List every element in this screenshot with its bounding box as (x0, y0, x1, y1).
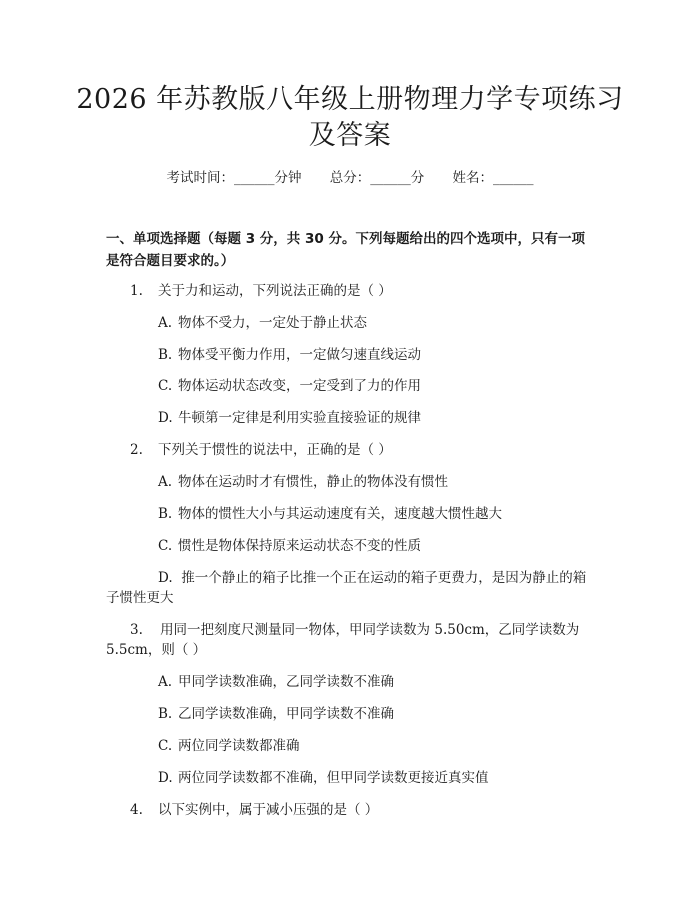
option-text: 物体不受力，一定处于静止状态 (178, 315, 367, 331)
question-3-option-c (158, 736, 300, 756)
document-title-continued: 及答案 (308, 120, 392, 151)
document-title: 2026 年苏教版八年级上册物理力学专项练习 (76, 84, 624, 115)
option-letter: B. (158, 706, 173, 722)
question-number: 1. (130, 283, 143, 299)
option-text: 物体运动状态改变，一定受到了力的作用 (178, 378, 421, 394)
question-2-option-d (106, 568, 590, 608)
option-letter: C. (158, 378, 173, 394)
question-2-option-c (158, 536, 421, 556)
question-3-option-b (158, 704, 394, 724)
question-text: 下列关于惯性的说法中，正确的是（ ） (158, 442, 392, 458)
question-1 (130, 281, 392, 301)
question-text: 关于力和运动，下列说法正确的是（ ） (158, 283, 392, 299)
option-letter: B. (158, 347, 173, 363)
question-2-option-b (158, 504, 502, 524)
question-number: 3. (130, 622, 143, 638)
question-2 (130, 440, 392, 460)
question-1-option-b (158, 345, 421, 365)
option-text: 物体在运动时才有惯性，静止的物体没有惯性 (178, 474, 448, 490)
student-name-label: 姓名：______ (452, 170, 534, 186)
exam-time-label: 考试时间：______分钟 (166, 170, 302, 186)
question-1-option-c (158, 376, 421, 396)
total-score-label: 总分：______分 (329, 170, 425, 186)
question-1-option-d (158, 408, 421, 428)
option-letter: D. (158, 570, 173, 586)
option-text: 乙同学读数准确，甲同学读数不准确 (178, 706, 394, 722)
option-letter: B. (158, 506, 173, 522)
option-letter: C. (158, 538, 173, 554)
question-number: 2. (130, 442, 143, 458)
exam-info (0, 168, 700, 188)
option-text: 物体的惯性大小与其运动速度有关，速度越大惯性越大 (178, 506, 502, 522)
option-letter: A. (158, 474, 173, 490)
question-number: 4. (130, 802, 143, 818)
option-letter: A. (158, 674, 173, 690)
option-text: 惯性是物体保持原来运动状态不变的性质 (178, 538, 421, 554)
question-text: 以下实例中，属于减小压强的是（ ） (158, 802, 379, 818)
option-letter: D. (158, 770, 173, 786)
question-3 (106, 620, 590, 660)
option-letter: A. (158, 315, 173, 331)
question-1-option-a (158, 313, 367, 333)
option-text: 推一个静止的箱子比推一个正在运动的箱子更费力，是因为静止的箱子惯性更大 (106, 570, 587, 606)
question-2-option-a (158, 472, 448, 492)
option-text: 甲同学读数准确，乙同学读数不准确 (178, 674, 394, 690)
question-3-option-d (158, 768, 489, 788)
question-text: 用同一把刻度尺测量同一物体，甲同学读数为 5.50cm，乙同学读数为 5.5cm，则（ ） (106, 622, 580, 658)
option-text: 物体受平衡力作用，一定做匀速直线运动 (178, 347, 421, 363)
option-letter: C. (158, 738, 173, 754)
option-text: 两位同学读数都不准确，但甲同学读数更接近真实值 (178, 770, 489, 786)
question-4 (130, 800, 378, 820)
section-heading: 一、单项选择题（每题 3 分，共 30 分。下列每题给出的四个选项中，只有一项是符合题目要求的。） (106, 231, 585, 269)
option-text: 牛顿第一定律是利用实验直接验证的规律 (178, 410, 421, 426)
option-letter: D. (158, 410, 173, 426)
question-3-option-a (158, 672, 394, 692)
option-text: 两位同学读数都准确 (178, 738, 300, 754)
